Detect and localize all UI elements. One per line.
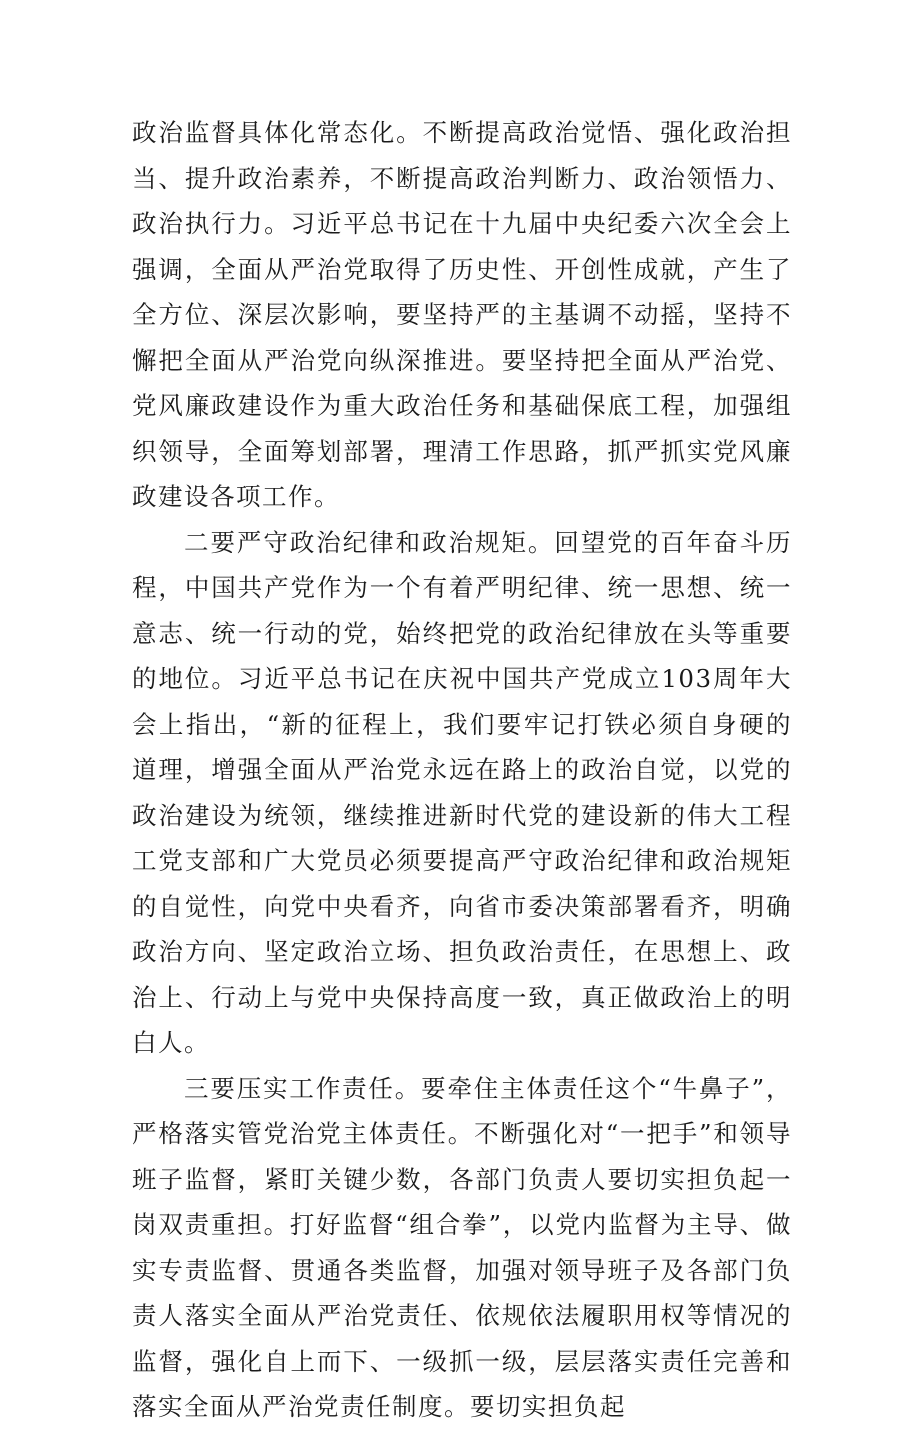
paragraph-political-discipline: 二要严守政治纪律和政治规矩。回望党的百年奋斗历程，中国共产党作为一个有着严明纪律、统一思想、统一意志、统一行动的党，始终把党的政治纪律放在头等重要的地位。习近平总书记在庆祝中国共产党成立103周年大会上指出，“新的征程上，我们要牢记打铁必须自身硬的道理，增强全面从严治党永远在路上的政治自觉，以党的政治建设为统领，继续推进新时代党的建设新的伟大工程工党支部和广大党员必须要提高严守政治纪律和政治规矩的自觉性，向党中央看齐，向省市委决策部署看齐，明确政治方向、坚定政治立场、担负政治责任，在思想上、政治上、行动上与党中央保持高度一致，真正做政治上的明白人。 — [132, 527, 792, 1057]
paragraph-work-responsibility: 三要压实工作责任。要牵住主体责任这个“牛鼻子”，严格落实管党治党主体责任。不断强化对“一把手”和领导班子监督，紧盯关键少数，各部门负责人要切实担负起一岗双责重担。打好监督“组合拳”，以党内监督为主导、做实专责监督、贯通各类监督，加强对领导班子及各部门负责人落实全面从严治党责任、依规依法履职用权等情况的监督，强化自上而下、一级抓一级，层层落实责任完善和落实全面从严治党责任制度。要切实担负起 — [132, 1073, 792, 1421]
paragraph-continuation: 政治监督具体化常态化。不断提高政治觉悟、强化政治担当、提升政治素养，不断提高政治判断力、政治领悟力、政治执行力。习近平总书记在十九届中央纪委六次全会上强调，全面从严治党取得了历史性、开创性成就，产生了全方位、深层次影响，要坚持严的主基调不动摇，坚持不懈把全面从严治党向纵深推进。要坚持把全面从严治党、党风廉政建设作为重大政治任务和基础保底工程，加强组织领导，全面筹划部署，理清工作思路，抓严抓实党风廉政建设各项工作。 — [132, 118, 792, 511]
document-body — [132, 110, 792, 1430]
